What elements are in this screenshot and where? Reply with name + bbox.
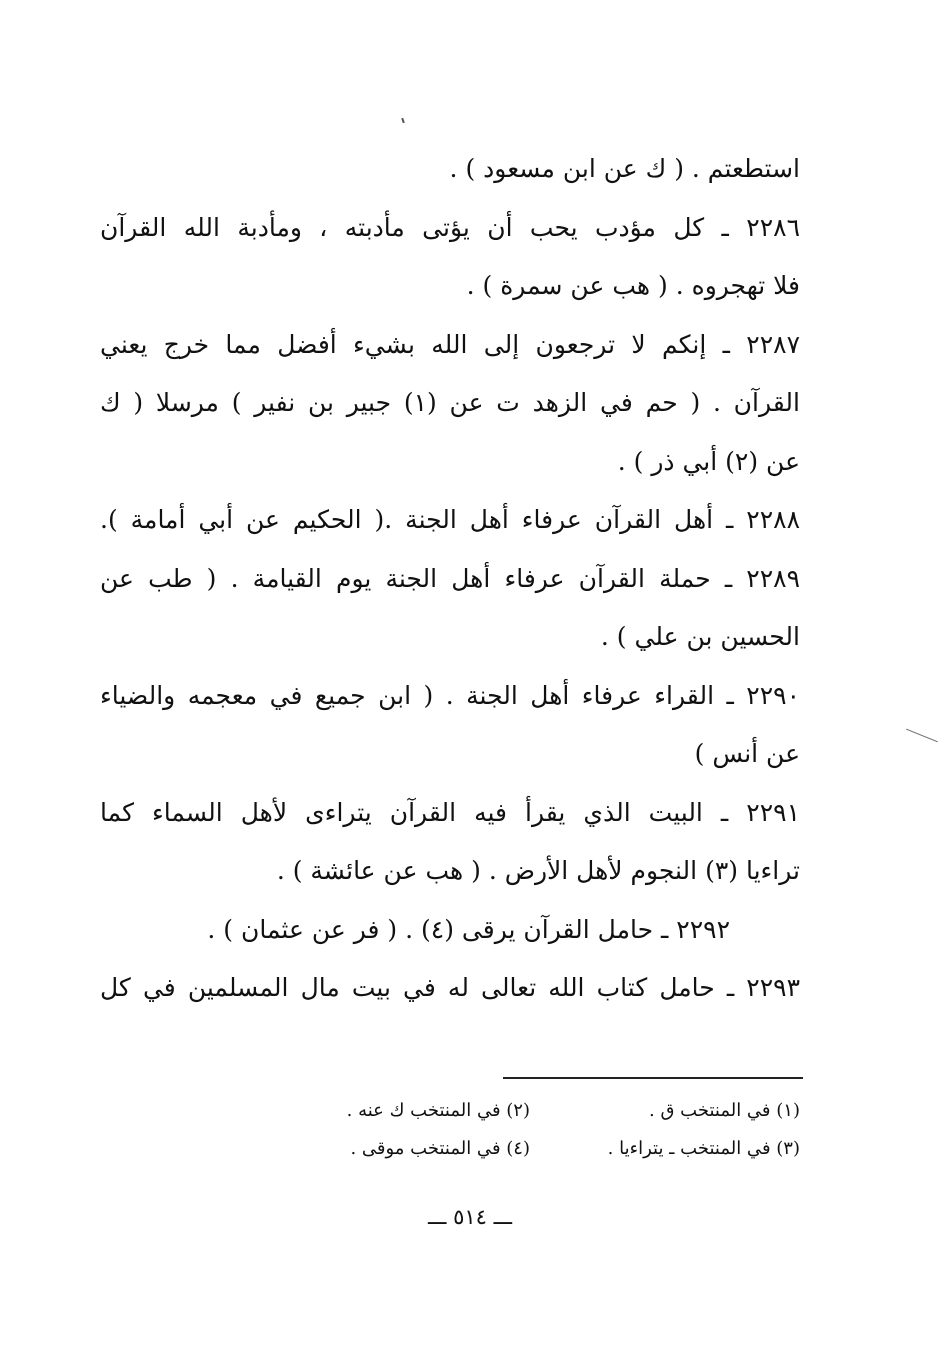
text-line-4: ٢٢٨٧ ـ إنكم لا ترجعون إلى الله بشيء أفضل مما خرج يعني bbox=[100, 329, 800, 359]
text-line-6: عن (٢) أبي ذر ) . bbox=[617, 446, 800, 476]
scan-mark bbox=[906, 729, 938, 743]
footnote-divider bbox=[503, 1077, 803, 1079]
text-line-12: ٢٢٩١ ـ البيت الذي يقرأ فيه القرآن يتراءى لأهل السماء كما bbox=[100, 797, 800, 827]
text-line-9: الحسين بن علي ) . bbox=[600, 622, 800, 651]
footnote-3: (٣) في المنتخب ـ يتراءيا . bbox=[607, 1138, 800, 1159]
text-line-13: تراءيا (٣) النجوم لأهل الأرض . ( هب عن عائشة ) . bbox=[276, 856, 800, 885]
footnote-row-2 bbox=[220, 1130, 800, 1168]
text-line-2: ٢٢٨٦ ـ كل مؤدب يحب أن يؤتى مأدبته ، ومأدبة الله القرآن bbox=[100, 212, 800, 242]
text-line-15: ٢٢٩٣ ـ حامل كتاب الله تعالى له في بيت مال المسلمين في كل bbox=[100, 973, 800, 1002]
text-line-5: القرآن . ( حم في الزهد ت عن (١) جبير بن نفير ) مرسلا ( ك bbox=[100, 388, 800, 417]
hadith-text-block bbox=[100, 140, 800, 1018]
footnote-2: (٢) في المنتخب ك عنه . bbox=[346, 1100, 530, 1121]
text-line-8: ٢٢٨٩ ـ حملة القرآن عرفاء أهل الجنة يوم القيامة . ( طب عن bbox=[100, 563, 800, 593]
text-line-1: استطعتم . ( ك عن ابن مسعود ) . bbox=[449, 154, 800, 183]
text-line-7: ٢٢٨٨ ـ أهل القرآن عرفاء أهل الجنة .( الحكيم عن أبي أمامة ). bbox=[100, 505, 800, 534]
page-number: ـــ ٥١٤ ـــ bbox=[427, 1205, 513, 1229]
scan-speck bbox=[401, 118, 405, 123]
footnote-4: (٤) في المنتخب موقى . bbox=[350, 1138, 530, 1159]
footnote-row-1 bbox=[220, 1092, 800, 1130]
text-line-3: فلا تهجروه . ( هب عن سمرة ) . bbox=[466, 271, 800, 300]
footnote-1: (١) في المنتخب ق . bbox=[649, 1100, 800, 1121]
footnotes bbox=[220, 1092, 800, 1168]
text-line-11: عن أنس ) bbox=[694, 739, 800, 768]
text-line-14: ٢٢٩٢ ـ حامل القرآن يرقى (٤) . ( فر عن عثمان ) . bbox=[207, 914, 730, 944]
text-line-10: ٢٢٩٠ ـ القراء عرفاء أهل الجنة . ( ابن جميع في معجمه والضياء bbox=[100, 680, 800, 710]
